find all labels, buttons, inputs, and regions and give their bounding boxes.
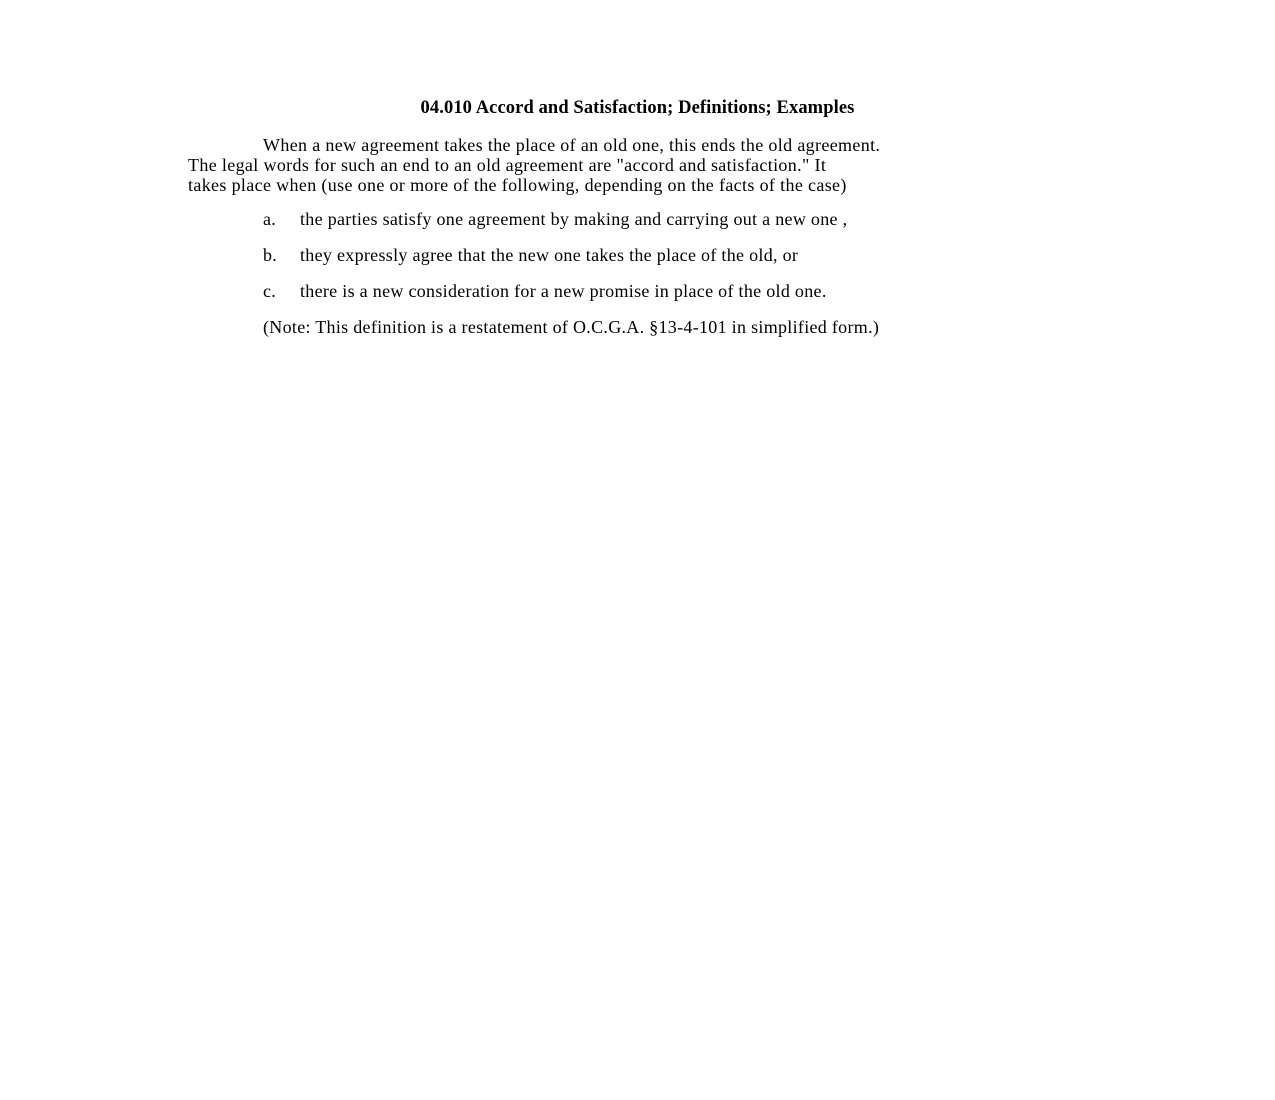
note-text: (Note: This definition is a restatement of O.C.G.A. §13-4-101 in simplified form.) [263,317,880,337]
list-item-text: there is a new consideration for a new promise in place of the old one. [300,281,827,301]
list-item-text: they expressly agree that the new one takes the place of the old, or [300,245,799,265]
paragraph-line: When a new agreement takes the place of an old one, this ends the old agreement. [263,135,881,155]
list-marker: c. [263,281,277,301]
list-item-text: the parties satisfy one agreement by making and carrying out a new one , [300,209,848,229]
list-item [263,245,798,266]
page-title: 04.010 Accord and Satisfaction; Definitions; Examples [420,98,855,118]
list-marker: a. [263,209,277,229]
list-item [263,209,847,230]
list-marker: b. [263,245,278,265]
body-paragraph [188,135,1088,195]
paragraph-line: The legal words for such an end to an old agreement are "accord and satisfaction." It [188,155,827,175]
paragraph-line: takes place when (use one or more of the following, depending on the facts of the case) [188,175,847,195]
list-item [263,281,827,302]
